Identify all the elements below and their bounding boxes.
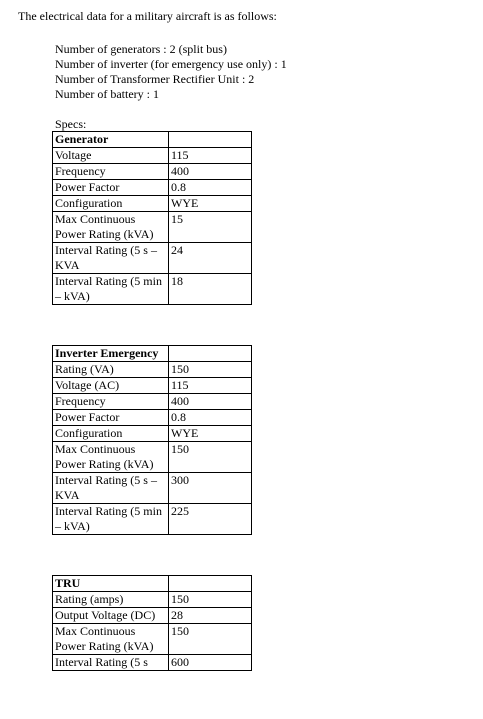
generator-table (52, 131, 252, 305)
table-row (53, 196, 252, 212)
row-label: Max Continuous Power Rating (kVA) (53, 212, 169, 243)
tru-title: TRU (53, 576, 169, 592)
table-row (53, 442, 252, 473)
generator-title: Generator (53, 132, 169, 148)
row-value: 400 (169, 164, 252, 180)
row-label: Power Factor (53, 180, 169, 196)
table-row (53, 624, 252, 655)
tru-table (52, 575, 252, 671)
row-label: Power Factor (53, 410, 169, 426)
table-row (53, 592, 252, 608)
table-row (53, 504, 252, 535)
summary-inverter: Number of inverter (for emergency use only) : 1 (55, 57, 287, 71)
table-row (53, 180, 252, 196)
row-value: 225 (169, 504, 252, 535)
table-row (53, 473, 252, 504)
table-row (53, 576, 252, 592)
table-row (53, 148, 252, 164)
row-value: 300 (169, 473, 252, 504)
intro-text: The electrical data for a military aircraft is as follows: (18, 9, 277, 23)
table-row (53, 164, 252, 180)
table-row (53, 608, 252, 624)
table-cell-empty (169, 346, 252, 362)
table-cell-empty (169, 132, 252, 148)
summary-battery: Number of battery : 1 (55, 87, 159, 101)
row-value: WYE (169, 426, 252, 442)
summary-tru: Number of Transformer Rectifier Unit : 2 (55, 72, 255, 86)
row-label: Rating (VA) (53, 362, 169, 378)
row-label: Configuration (53, 426, 169, 442)
row-value: 150 (169, 362, 252, 378)
row-value: 0.8 (169, 180, 252, 196)
row-value: 15 (169, 212, 252, 243)
row-label: Output Voltage (DC) (53, 608, 169, 624)
row-value: 150 (169, 592, 252, 608)
row-value: 24 (169, 243, 252, 274)
row-label: Interval Rating (5 s – KVA (53, 243, 169, 274)
row-value: 400 (169, 394, 252, 410)
row-value: 150 (169, 624, 252, 655)
row-value: 600 (169, 655, 252, 671)
row-value: 115 (169, 378, 252, 394)
row-value: WYE (169, 196, 252, 212)
table-row (53, 346, 252, 362)
inverter-table (52, 345, 252, 535)
row-label: Frequency (53, 164, 169, 180)
table-row (53, 274, 252, 305)
specs-label: Specs: (55, 117, 87, 131)
row-label: Configuration (53, 196, 169, 212)
row-label: Voltage (53, 148, 169, 164)
table-row (53, 132, 252, 148)
row-label: Frequency (53, 394, 169, 410)
table-row (53, 410, 252, 426)
table-row (53, 426, 252, 442)
table-row (53, 362, 252, 378)
row-label: Rating (amps) (53, 592, 169, 608)
table-row (53, 212, 252, 243)
table-cell-empty (169, 576, 252, 592)
table-row (53, 378, 252, 394)
row-label: Interval Rating (5 min – kVA) (53, 504, 169, 535)
row-label: Interval Rating (5 s (53, 655, 169, 671)
table-row (53, 394, 252, 410)
inverter-title: Inverter Emergency (53, 346, 169, 362)
row-label: Max Continuous Power Rating (kVA) (53, 442, 169, 473)
row-label: Interval Rating (5 s – KVA (53, 473, 169, 504)
table-row (53, 243, 252, 274)
row-value: 18 (169, 274, 252, 305)
row-value: 28 (169, 608, 252, 624)
summary-list (55, 42, 287, 102)
row-value: 115 (169, 148, 252, 164)
summary-generators: Number of generators : 2 (split bus) (55, 42, 227, 56)
table-row (53, 655, 252, 671)
row-label: Interval Rating (5 min – kVA) (53, 274, 169, 305)
row-value: 0.8 (169, 410, 252, 426)
row-value: 150 (169, 442, 252, 473)
row-label: Voltage (AC) (53, 378, 169, 394)
row-label: Max Continuous Power Rating (kVA) (53, 624, 169, 655)
